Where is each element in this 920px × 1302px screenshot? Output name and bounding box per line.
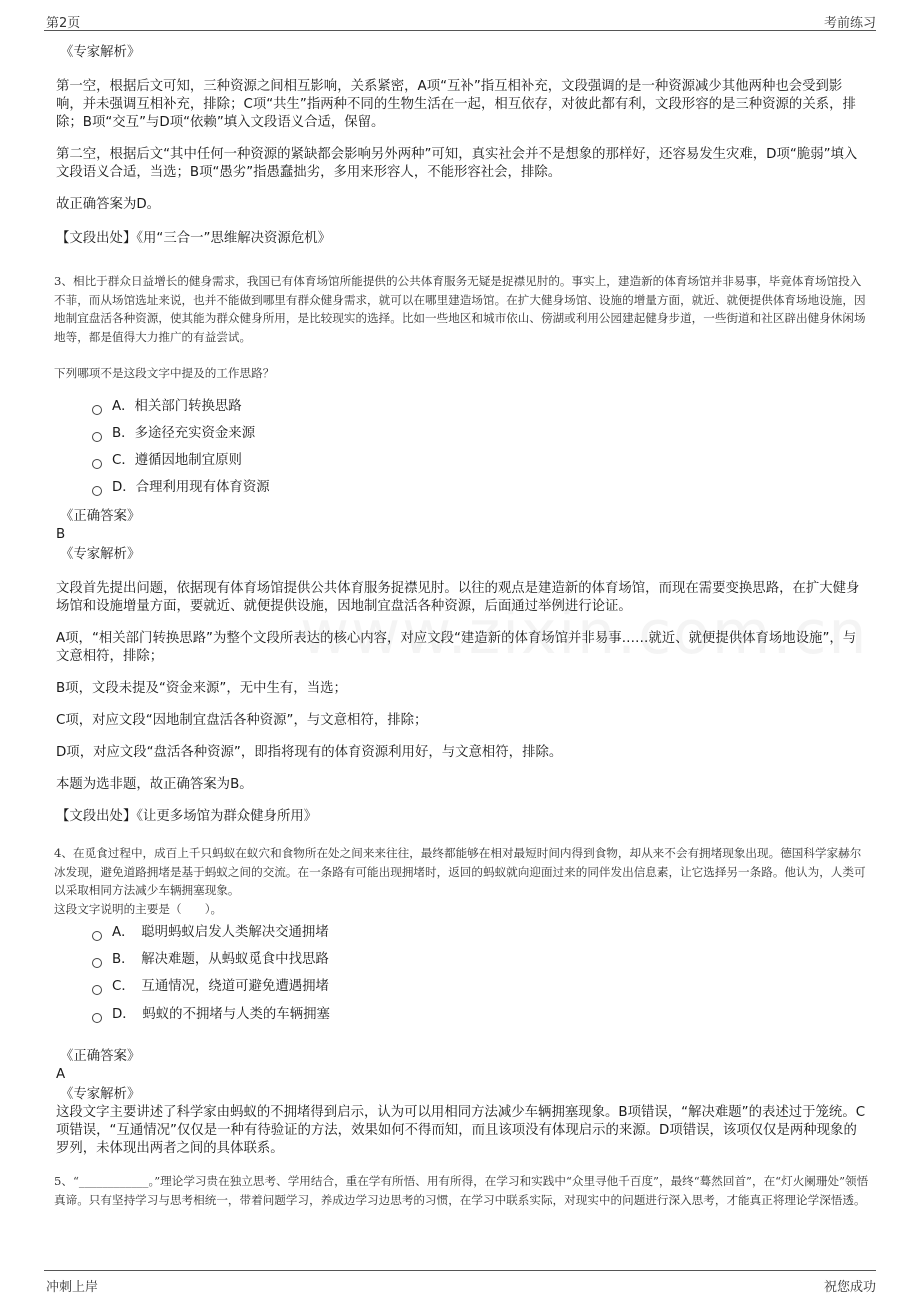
radio-icon[interactable] [92,405,102,415]
q2-analysis-1: 第一空，根据后文可知，三种资源之间相互影响，关系紧密，A项“互补”指互相补充，文段强调的是一种资源减少其他两种也会受到影响，并未强调互相补充，排除；C项“共生”指两种不同的生物生活在一起，相互依存，对彼此都有利，文段形容的是三种资源的关系，排除；B项“交互”与D项“依赖”填入文段语义合适，保留。 [56,79,856,130]
q3-analysis-4: C项，对应文段“因地制宜盘活各种资源”，与文意相符，排除； [56,713,428,728]
q4-option-d[interactable] [92,1006,330,1024]
q3-question: 下列哪项不是这段文字中提及的工作思路？ [54,366,275,380]
radio-icon[interactable] [92,486,102,496]
q4-answer-label: 《正确答案》 [60,1049,141,1064]
radio-icon[interactable] [92,432,102,442]
page-number: 第2页 [46,16,81,31]
q3-option-c[interactable] [92,452,242,470]
q4-analysis: 这段文字主要讲述了科学家由蚂蚁的不拥堵得到启示，认为可以用相同方法减少车辆拥塞现象。B项错误，“解决难题”的表述过于笼统。C项错误，“互通情况”仅仅是一种有待验证的方法，效果如何不得而知，而且该项没有体现启示的来源。D项错误，该项仅仅是两种现象的罗列，未体现出两者之间的具体联系。 [56,1105,866,1156]
option-label: D．合理利用现有体育资源 [112,480,270,495]
q2-expert-label: 《专家解析》 [60,45,141,60]
q3-expert-label: 《专家解析》 [60,547,141,562]
option-label: C． 互通情况，绕道可避免遭遇拥堵 [112,979,329,994]
radio-icon[interactable] [92,931,102,941]
q3-option-a[interactable] [92,398,242,416]
q2-answer-line: 故正确答案为D。 [56,197,161,212]
q2-analysis-2: 第二空，根据后文“其中任何一种资源的紧缺都会影响另外两种”可知，真实社会并不是想象的那样好，还容易发生灾难，D项“脆弱”填入文段语义合适，当选；B项“愚劣”指愚蠢拙劣，多用来形容人，不能形容社会，排除。 [56,147,858,180]
q3-answer-label: 《正确答案》 [60,509,141,524]
header-rule [44,30,876,31]
radio-icon[interactable] [92,459,102,469]
q4-stem: 4、在觅食过程中，成百上千只蚂蚁在蚁穴和食物所在处之间来来往往，最终都能够在相对最短时间内得到食物，却从来不会有拥堵现象出现。德国科学家赫尔冰发现，避免道路拥堵是基于蚂蚁之间的交流。在一条路有可能出现拥堵时，返回的蚂蚁就向迎面过来的同伴发出信息素，让它选择另一条路。他认为，人类可以采取相同方法减少车辆拥塞现象。 [54,846,866,897]
q3-analysis-5: D项，对应文段“盘活各种资源”，即指将现有的体育资源利用好，与文意相符，排除。 [56,745,563,760]
q4-expert-label: 《专家解析》 [60,1087,141,1102]
q3-answer: B [56,527,66,542]
radio-icon[interactable] [92,1013,102,1023]
option-label: B． 解决难题，从蚂蚁觅食中找思路 [112,952,329,967]
option-label: B．多途径充实资金来源 [112,426,256,441]
q4-answer: A [56,1067,66,1082]
q3-option-b[interactable] [92,425,255,443]
radio-icon[interactable] [92,985,102,995]
option-label: A．相关部门转换思路 [112,399,242,414]
page-header [0,0,920,30]
q2-source: 【文段出处】《用“三合一”思维解决资源危机》 [56,231,331,246]
q4-option-c[interactable] [92,978,329,996]
q3-analysis-2: A项，“相关部门转换思路”为整个文段所表达的核心内容，对应文段“建造新的体育场馆并非易事……就近、就便提供体育场地设施”，与文意相符，排除； [56,631,857,664]
q3-analysis-1: 文段首先提出问题，依据现有体育场馆提供公共体育服务捉襟见肘。以往的观点是建造新的体育场馆，而现在需要变换思路，在扩大健身场馆和设施增量方面，要就近、就便提供设施，因地制宜盘活各种资源，后面通过举例进行论证。 [56,581,860,614]
footer-left-text: 冲刺上岸 [46,1280,99,1295]
q4-option-b[interactable] [92,951,329,969]
option-label: A． 聪明蚂蚁启发人类解决交通拥堵 [112,925,329,940]
q3-option-d[interactable] [92,479,270,497]
q3-source: 【文段出处】《让更多场馆为群众健身所用》 [56,809,318,824]
q5-stem: 5、“____________。”理论学习贵在独立思考、学用结合，重在学有所悟、用有所得，在学习和实践中“众里寻他千百度”，最终“蓦然回首”，在“灯火阑珊处”领悟真谛。只有坚持学习与思考相统一，带着问题学习，养成边学习边思考的习惯，在学习中联系实际，对现实中的问题进行深入思考，才能真正将理论学深悟透。 [54,1174,869,1207]
q4-question: 这段文字说明的主要是（ ）。 [54,902,223,916]
footer-rule [44,1270,876,1271]
option-label: D． 蚂蚁的不拥堵与人类的车辆拥塞 [112,1007,330,1022]
footer-right-text: 祝您成功 [823,1280,876,1295]
option-label: C．遵循因地制宜原则 [112,453,242,468]
q3-analysis-6: 本题为选非题，故正确答案为B。 [56,777,253,792]
radio-icon[interactable] [92,958,102,968]
page-footer [0,1268,920,1302]
q3-stem: 3、相比于群众日益增长的健身需求，我国已有体育场馆所能提供的公共体育服务无疑是捉襟见肘的。事实上，建造新的体育场馆并非易事，毕竟体育场馆投入不菲，而从场馆选址来说，也并不能做到哪里有群众健身需求，就可以在哪里建造场馆。在扩大健身场馆、设施的增量方面，就近、就便提供体育场地设施，因地制宜盘活各种资源，使其能为群众健身所用，是比较现实的选择。比如一些地区和城市依山、傍湖或利用公园建起健身步道，一些街道和社区辟出健身休闲场地等，都是值得大力推广的有益尝试。 [54,274,866,344]
header-title: 考前练习 [823,16,876,31]
q3-analysis-3: B项，文段未提及“资金来源”，无中生有，当选； [56,681,347,696]
q4-option-a[interactable] [92,924,329,942]
